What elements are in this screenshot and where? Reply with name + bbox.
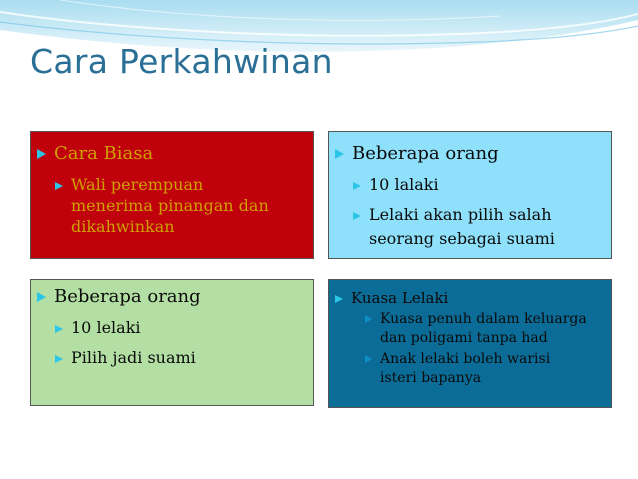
- box-cara-biasa: [30, 131, 314, 259]
- bullet-icon: [365, 355, 372, 363]
- box-kuasa-lelaki: [328, 279, 612, 408]
- box-beberapa-orang-1: [328, 131, 612, 259]
- list-item: Lelaki akan pilih salah seorang sebagai suami: [353, 204, 555, 249]
- list-item: Anak lelaki boleh warisi isteri bapanya: [365, 350, 550, 388]
- bullet-icon: [55, 325, 63, 333]
- bullet-icon: [365, 315, 372, 323]
- list-item: Pilih jadi suami: [55, 347, 196, 368]
- box-beberapa-orang-2: [30, 279, 314, 406]
- bullet-icon: [55, 182, 63, 190]
- bullet-icon: [55, 355, 63, 363]
- box-heading: Beberapa orang: [335, 143, 499, 164]
- list-item: 10 lelaki: [55, 317, 141, 338]
- box-heading: Beberapa orang: [37, 286, 201, 307]
- box-heading: Cara Biasa: [37, 143, 153, 164]
- page-title: Cara Perkahwinan: [30, 42, 333, 81]
- list-item: Wali perempuan menerima pinangan dan dikahwinkan: [55, 174, 269, 237]
- bullet-icon: [37, 149, 46, 159]
- bullet-icon: [335, 295, 343, 303]
- bullet-icon: [353, 182, 361, 190]
- list-item: 10 lalaki: [353, 174, 439, 195]
- bullet-icon: [37, 292, 46, 302]
- bullet-icon: [353, 212, 361, 220]
- bullet-icon: [335, 149, 344, 159]
- list-item: Kuasa penuh dalam keluarga dan poligami tanpa had: [365, 310, 587, 348]
- box-heading: Kuasa Lelaki: [335, 288, 448, 309]
